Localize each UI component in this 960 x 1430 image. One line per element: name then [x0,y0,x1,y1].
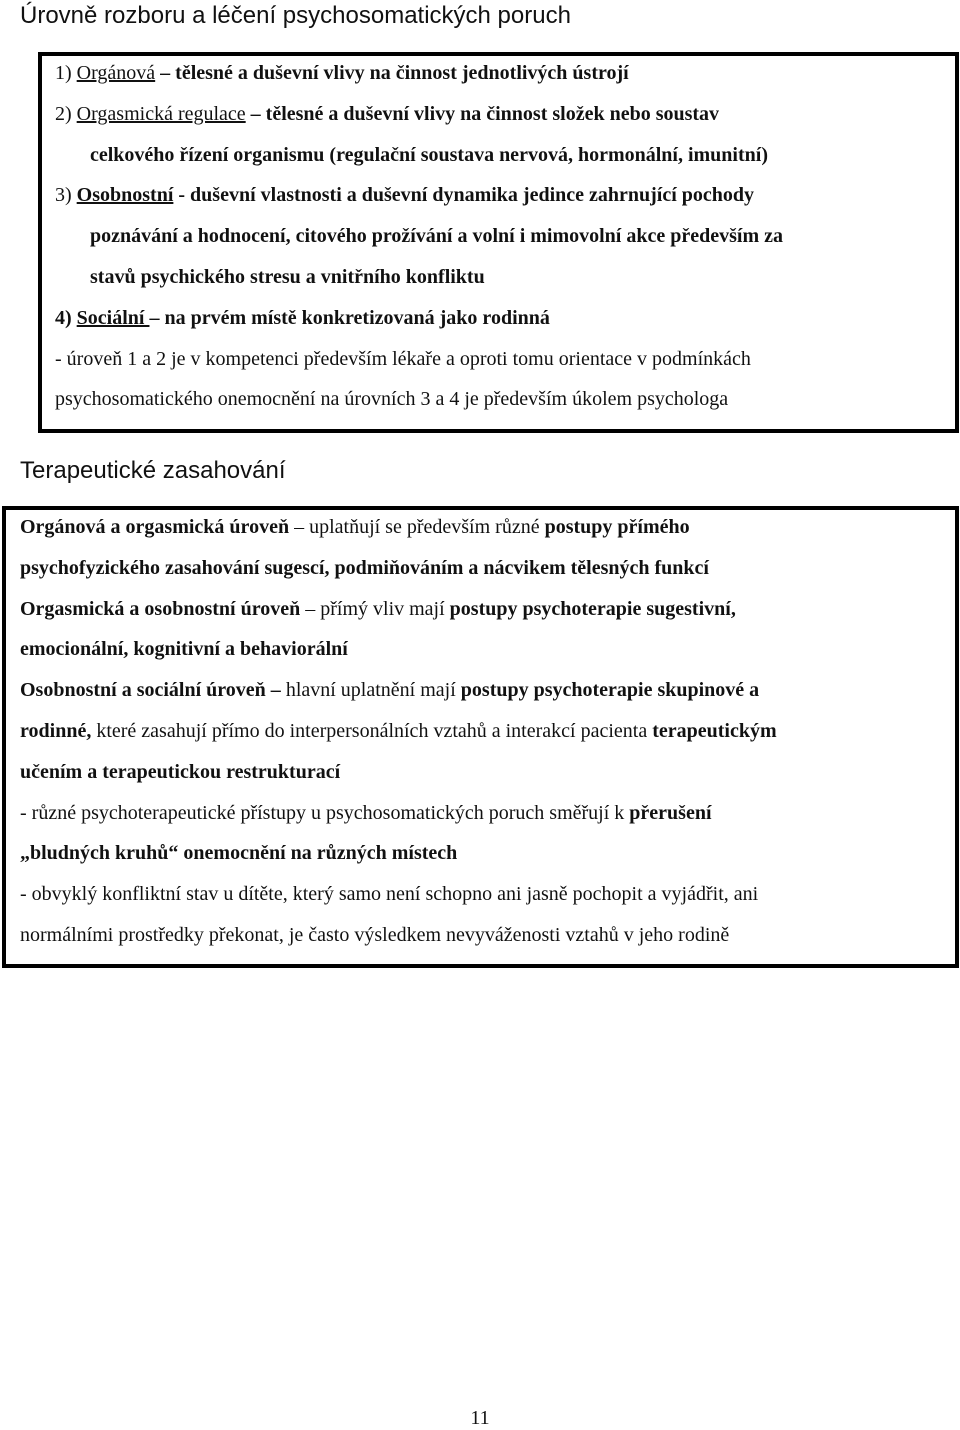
text-run: Orgasmická a osobnostní úroveň [20,598,301,620]
levels-line-8 [55,347,751,371]
text-run: – tělesné a duševní vlivy na činnost složek nebo soustav [245,103,720,125]
text-run: - různé psychoterapeutické přístupy u psychosomatických poruch směřují k [20,802,630,824]
text-run: Orgasmická regulace [76,103,246,125]
therapy-line-10 [20,882,758,906]
section-heading-therapy: Terapeutické zasahování [20,457,286,484]
text-run: 2) [55,103,77,125]
text-run: Sociální [76,307,150,329]
text-run: – přímý vliv mají [300,598,450,620]
text-run: které zasahují přímo do interpersonálních vztahů a interakcí pacienta [91,720,653,742]
therapy-line-1 [20,515,690,539]
text-run: - duševní vlastnosti a duševní dynamika jedince zahrnující pochody [173,184,755,206]
therapy-line-6 [20,719,777,743]
text-run: postupy přímého [544,516,690,538]
levels-line-2 [55,102,719,126]
text-run: učením a terapeutickou restrukturací [20,761,341,783]
therapy-line-4 [20,637,348,661]
therapy-line-2 [20,556,709,580]
text-run: Osobnostní a sociální úroveň – [20,679,281,701]
levels-line-4 [55,183,754,207]
text-run: – uplatňují se především různé [289,516,545,538]
text-run: – tělesné a duševní vlivy na činnost jednotlivých ústrojí [155,62,629,84]
section-heading-levels: Úrovně rozboru a léčení psychosomatických poruch [20,2,571,29]
levels-line-3 [90,143,768,167]
text-run: normálními prostředky překonat, je často výsledkem nevyváženosti vztahů v jeho rodině [20,924,730,946]
text-run: „bludných kruhů“ onemocnění na různých místech [20,842,458,864]
text-run: postupy psychoterapie sugestivní, [449,598,736,620]
text-run: – na prvém místě konkretizovaná jako rodinná [149,307,550,329]
text-run: Orgánová a orgasmická úroveň [20,516,290,538]
levels-line-6 [90,265,485,289]
text-run: terapeutickým [652,720,777,742]
text-run: psychosomatického onemocnění na úrovních 3 a 4 je především úkolem psychologa [55,388,729,410]
levels-line-1 [55,61,629,85]
text-run: přerušení [629,802,712,824]
therapy-line-7 [20,760,340,784]
page-number: 11 [470,1407,490,1429]
therapy-line-9 [20,841,457,865]
therapy-line-8 [20,801,712,825]
text-run: psychofyzického zasahování sugescí, podmiňováním a nácvikem tělesných funkcí [20,557,709,579]
text-run: - obvyklý konfliktní stav u dítěte, který samo není schopno ani jasně pochopit a vyjádřit, ani [20,883,759,905]
text-run: - úroveň 1 a 2 je v kompetenci především lékaře a oproti tomu orientace v podmínkách [55,348,751,370]
text-run: 1) [55,62,77,84]
therapy-line-5 [20,678,759,702]
text-run: poznávání a hodnocení, citového prožívání a volní i mimovolní akce především za [90,225,783,247]
text-run: Orgánová [76,62,156,84]
text-run: emocionální, kognitivní a behaviorální [20,638,348,660]
therapy-line-11 [20,923,729,947]
text-run: stavů psychického stresu a vnitřního konfliktu [90,266,485,288]
levels-line-9 [55,387,728,411]
therapy-line-3 [20,597,736,621]
levels-line-7 [55,306,550,330]
text-run: celkového řízení organismu (regulační soustava nervová, hormonální, imunitní) [90,144,768,166]
text-run: Osobnostní [76,184,174,206]
levels-line-5 [90,224,783,248]
text-run: rodinné, [20,720,92,742]
text-run: 4) [55,307,77,329]
text-run: postupy psychoterapie skupinové a [460,679,760,701]
text-run: 3) [55,184,77,206]
text-run: hlavní uplatnění mají [280,679,461,701]
